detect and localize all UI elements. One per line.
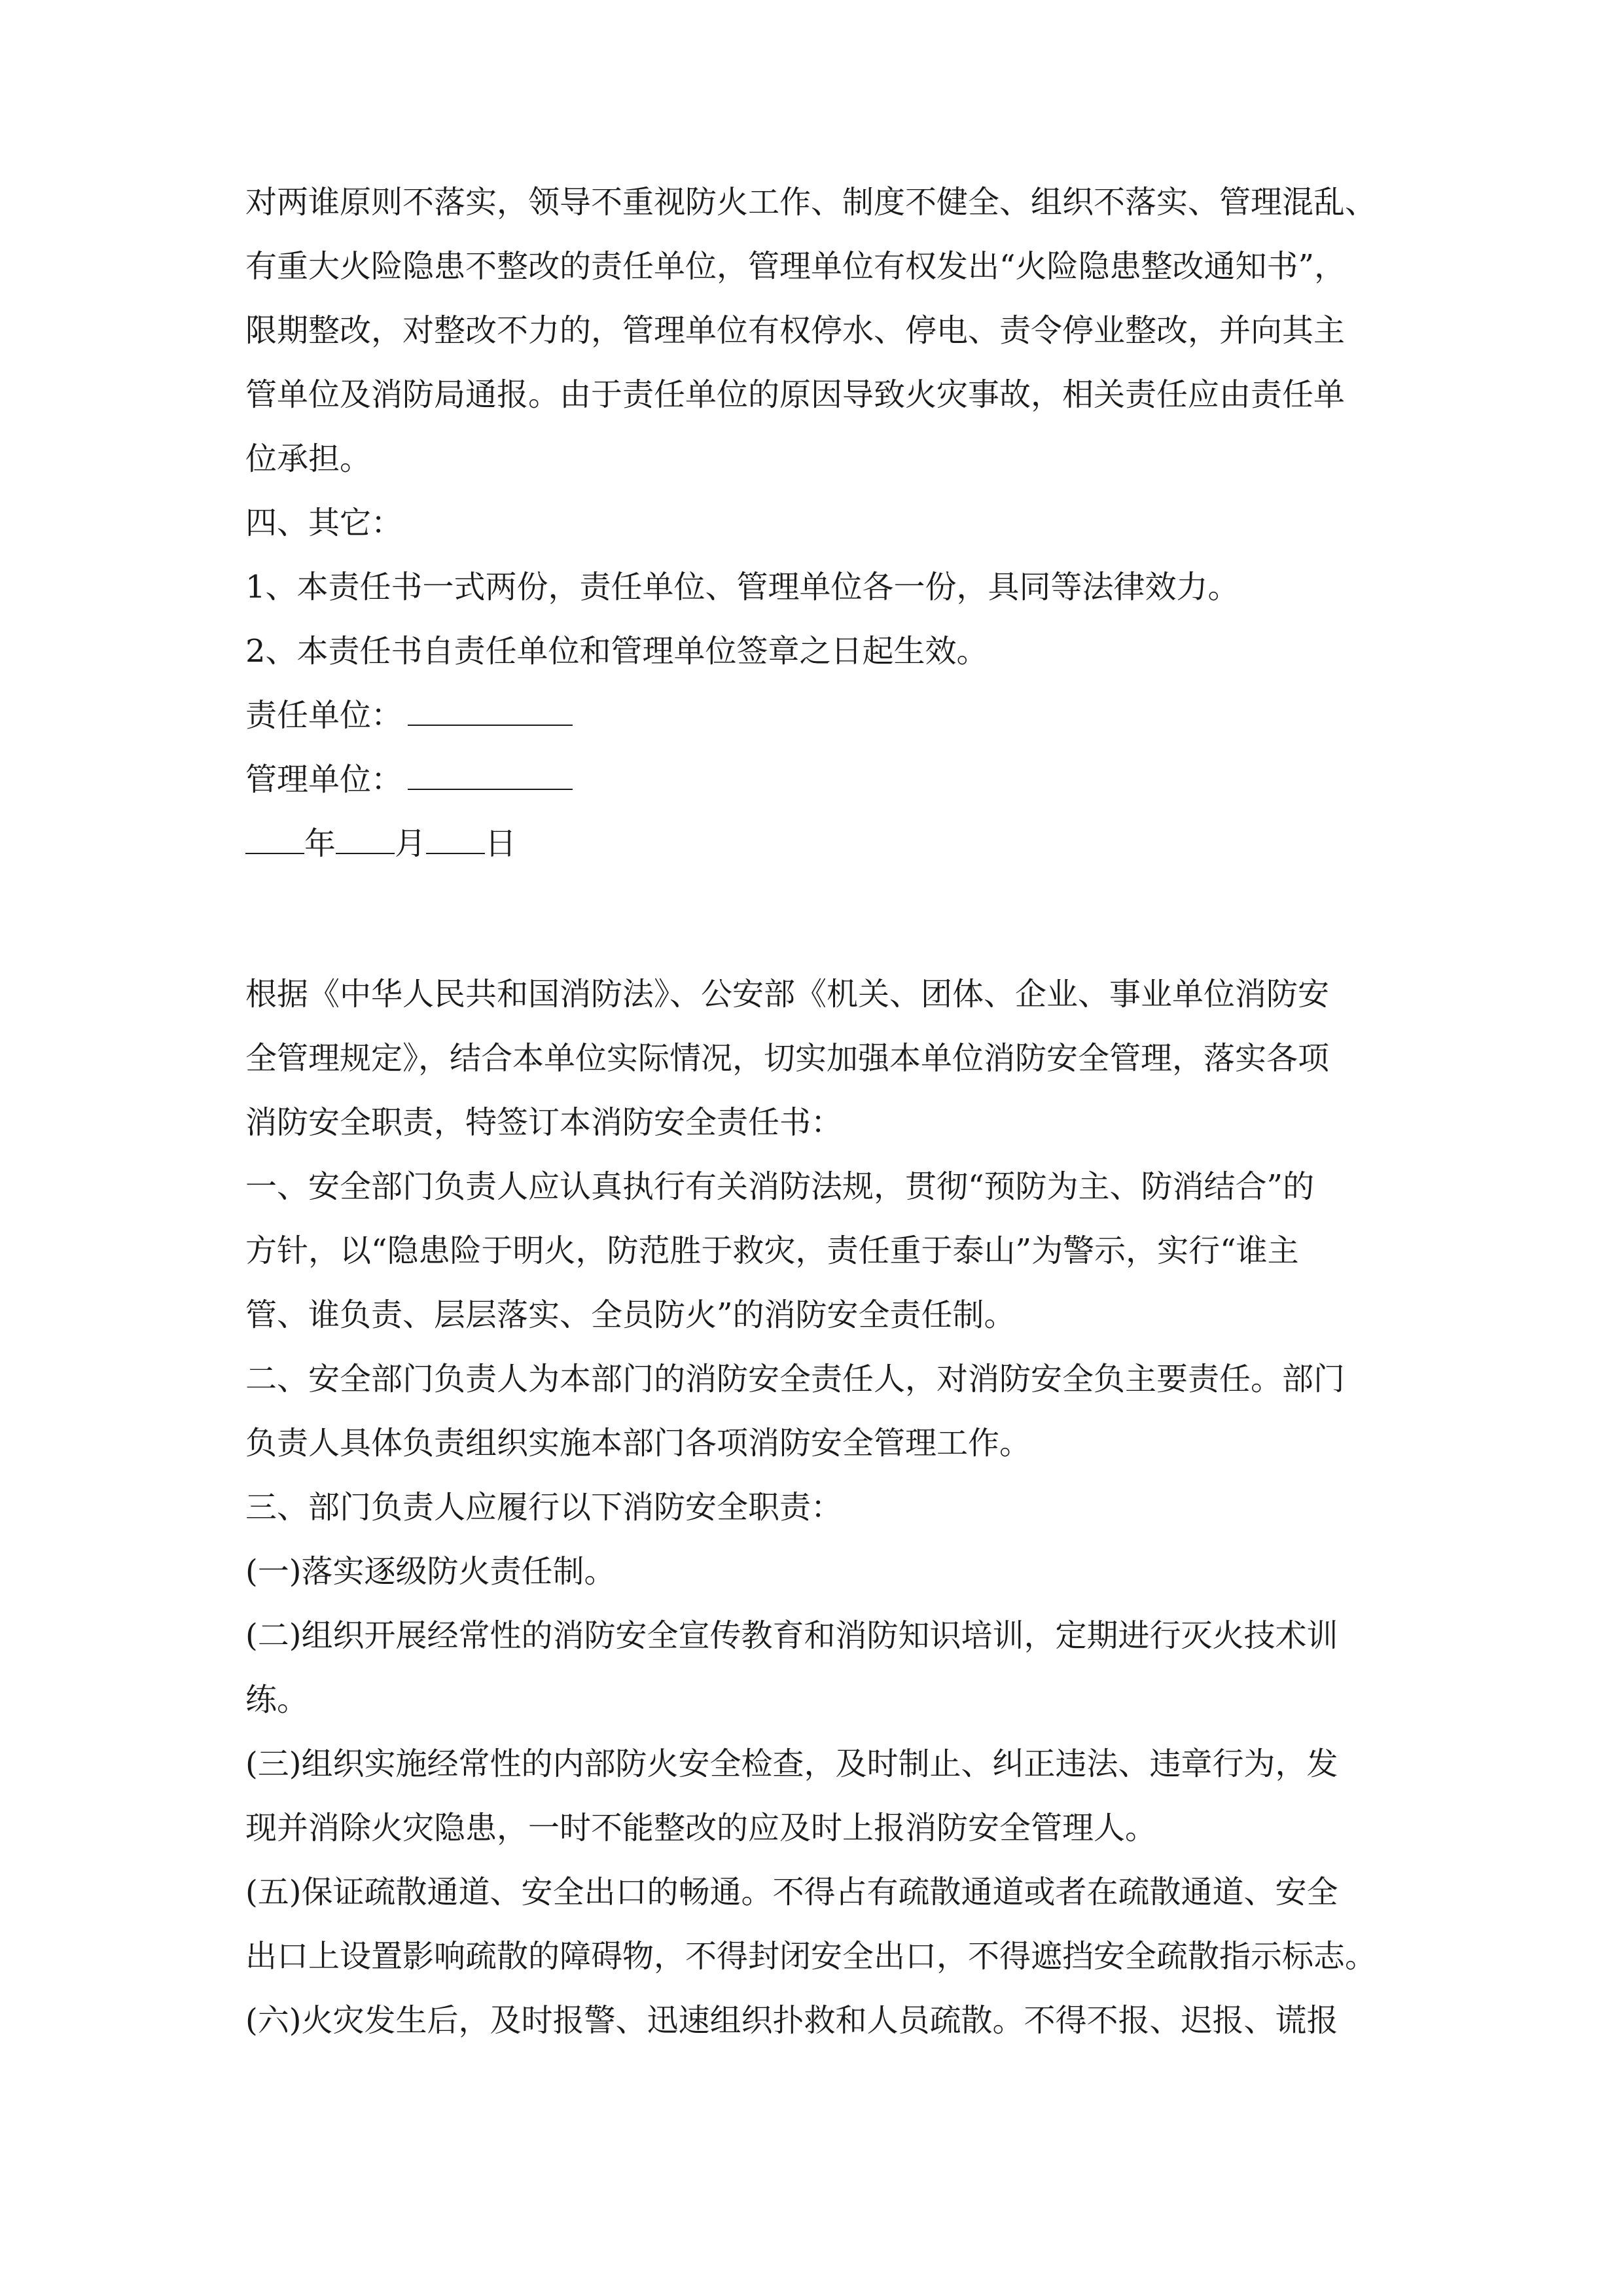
- paragraph-line: 管单位及消防局通报。由于责任单位的原因导致火灾事故，相关责任应由责任单: [245, 376, 1346, 413]
- responsible-unit-blank[interactable]: [408, 687, 573, 726]
- body-line: (六)火灾发生后，及时报警、迅速组织扑救和人员疏散。不得不报、迟报、谎报: [245, 2002, 1338, 2039]
- top-section: [245, 170, 1384, 876]
- body-line: 根据《中华人民共和国消防法》、公安部《机关、团体、企业、事业单位消防安: [245, 976, 1330, 1013]
- date-month-label: 月: [395, 825, 427, 862]
- body-line: (五)保证疏散通道、安全出口的畅通。不得占有疏散通道或者在疏散通道、安全: [245, 1874, 1338, 1910]
- body-line: 三、部门负责人应履行以下消防安全职责：: [245, 1489, 843, 1526]
- date-year-label: 年: [304, 825, 336, 862]
- section-heading-other: 四、其它：: [245, 505, 403, 541]
- body-line: 二、安全部门负责人为本部门的消防安全责任人，对消防安全负主要责任。部门: [245, 1361, 1346, 1397]
- management-unit-row: [245, 747, 1384, 812]
- list-item: 1、本责任书一式两份，责任单位、管理单位各一份，具同等法律效力。: [245, 569, 1240, 605]
- list-item: 2、本责任书自责任单位和管理单位签章之日起生效。: [245, 633, 988, 670]
- paragraph-line: 位承担。: [245, 440, 372, 477]
- date-row: [245, 812, 1384, 876]
- paragraph-line: 对两谁原则不落实，领导不重视防火工作、制度不健全、组织不落实、管理混乱、: [245, 184, 1377, 221]
- management-unit-label: 管理单位：: [245, 761, 403, 798]
- year-blank[interactable]: [245, 815, 304, 854]
- body-line: 出口上设置影响疏散的障碍物，不得封闭安全出口，不得遮挡安全疏散指示标志。: [245, 1938, 1377, 1975]
- body-line: 负责人具体负责组织实施本部门各项消防安全管理工作。: [245, 1425, 1031, 1462]
- body-line: 方针，以“隐患险于明火，防范胜于救灾，责任重于泰山”为警示，实行“谁主: [245, 1232, 1299, 1269]
- paragraph-line: 限期整改，对整改不力的，管理单位有权停水、停电、责令停业整改，并向其主: [245, 312, 1346, 349]
- body-line: 全管理规定》，结合本单位实际情况，切实加强本单位消防安全管理，落实各项: [245, 1040, 1330, 1077]
- body-line: 消防安全职责，特签订本消防安全责任书：: [245, 1104, 843, 1141]
- body-line: 管、谁负责、层层落实、全员防火”的消防安全责任制。: [245, 1297, 1016, 1333]
- date-day-label: 日: [485, 825, 517, 862]
- body-line: 现并消除火灾隐患，一时不能整改的应及时上报消防安全管理人。: [245, 1810, 1157, 1846]
- bottom-section: [245, 962, 1384, 2053]
- body-line: (三)组织实施经常性的内部防火安全检查，及时制止、纠正违法、违章行为，发: [245, 1746, 1338, 1782]
- month-blank[interactable]: [336, 815, 395, 854]
- body-line: 一、安全部门负责人应认真执行有关消防法规，贯彻“预防为主、防消结合”的: [245, 1168, 1315, 1205]
- body-line: (二)组织开展经常性的消防安全宣传教育和消防知识培训，定期进行灭火技术训: [245, 1617, 1338, 1654]
- body-line: 练。: [245, 1681, 309, 1718]
- body-line: (一)落实逐级防火责任制。: [245, 1553, 616, 1590]
- responsible-unit-row: [245, 683, 1384, 747]
- management-unit-blank[interactable]: [408, 751, 573, 790]
- paragraph-line: 有重大火险隐患不整改的责任单位，管理单位有权发出“火险隐患整改通知书”，: [245, 248, 1346, 285]
- responsible-unit-label: 责任单位：: [245, 697, 403, 734]
- day-blank[interactable]: [426, 815, 485, 854]
